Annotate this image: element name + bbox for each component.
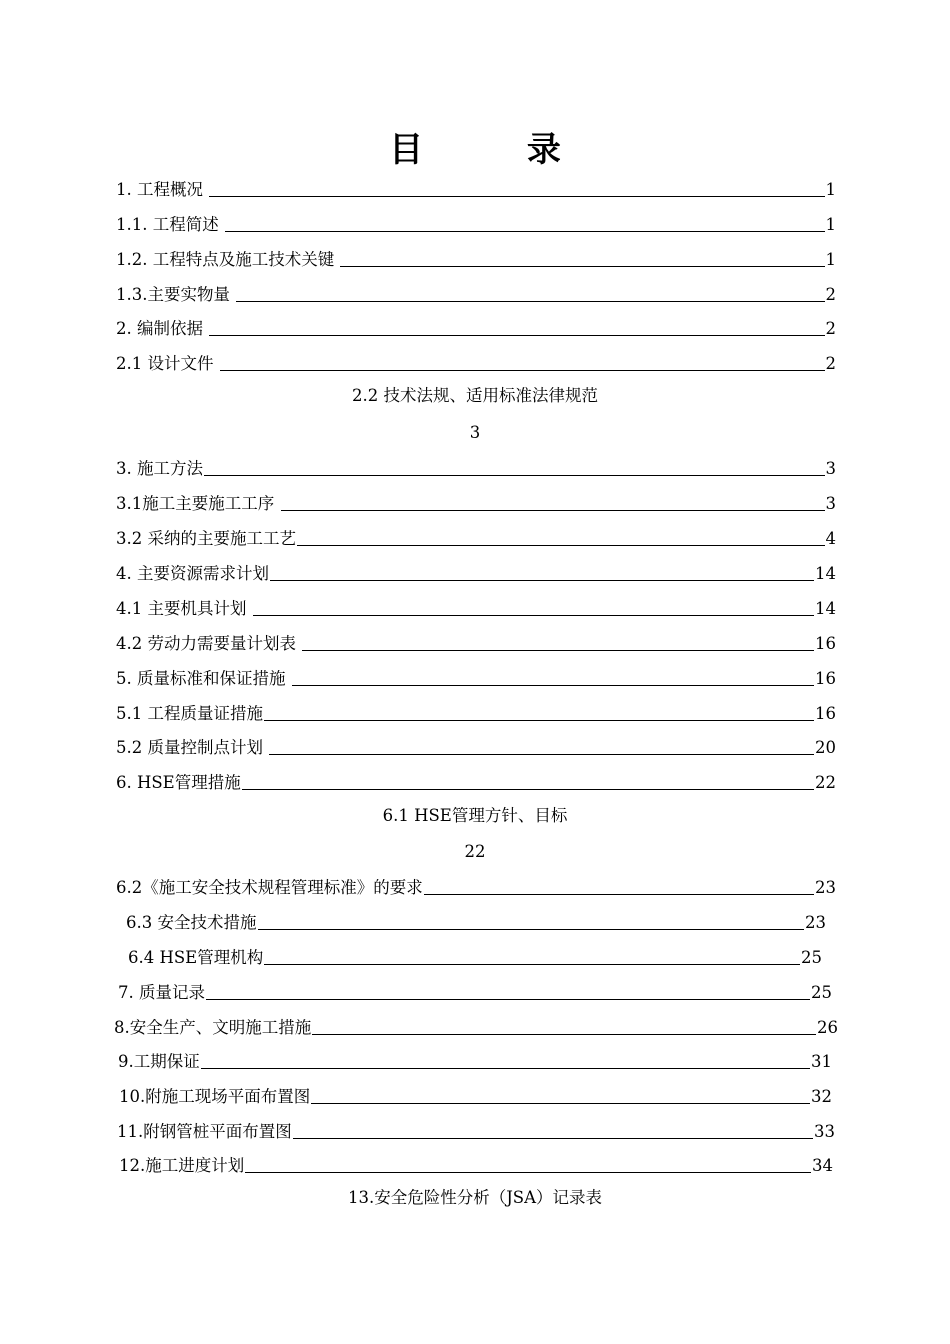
toc-entry-label: 6.4 HSE管理机构	[128, 948, 264, 967]
toc-entry-label: 1. 工程概况	[116, 180, 209, 199]
toc-entry-page: 3	[825, 494, 836, 513]
toc-entry[interactable]	[118, 1048, 832, 1072]
toc-entry-page: 20	[815, 738, 836, 757]
toc-entry-label: 9.工期保证	[118, 1052, 200, 1071]
leader-line	[253, 615, 814, 616]
leader-line	[297, 545, 825, 546]
toc-entry-label: 11.附钢管桩平面布置图	[117, 1122, 292, 1141]
leader-line	[340, 266, 824, 267]
toc-entry-page: 4	[825, 529, 836, 548]
toc-entry-page: 2	[825, 354, 836, 373]
toc-entry-page: 32	[811, 1087, 832, 1106]
leader-line	[264, 720, 814, 721]
leader-line	[206, 999, 810, 1000]
leader-line	[302, 650, 814, 651]
toc-entry-label: 1.3.主要实物量	[116, 285, 236, 304]
toc-entry-label: 6. HSE管理措施	[116, 773, 241, 792]
leader-line	[225, 231, 825, 232]
toc-entry-page: 1	[825, 250, 836, 269]
toc-entry[interactable]	[118, 979, 832, 1003]
leader-line	[312, 1034, 816, 1035]
leader-line	[270, 580, 814, 581]
toc-entry[interactable]	[116, 176, 836, 200]
toc-entry-label: 6.2《施工安全技术规程管理标准》的要求	[116, 878, 423, 897]
toc-entry-page: 2	[825, 285, 836, 304]
toc-entry-label: 10.附施工现场平面布置图	[119, 1087, 311, 1106]
toc-entry[interactable]	[119, 1152, 833, 1176]
leader-line	[293, 1138, 813, 1139]
leader-line	[204, 475, 825, 476]
toc-entry-label: 3. 施工方法	[116, 459, 203, 478]
leader-line	[245, 1172, 811, 1173]
toc-entry-label: 12.施工进度计划	[119, 1156, 245, 1175]
toc-entry[interactable]	[116, 490, 836, 514]
toc-entry-label: 5.1 工程质量证措施	[116, 704, 263, 723]
toc-entry-page: 3	[825, 459, 836, 478]
toc-entry[interactable]	[116, 455, 836, 479]
toc-entry[interactable]	[116, 211, 836, 235]
toc-entry[interactable]	[116, 769, 836, 793]
leader-line	[264, 964, 800, 965]
toc-entry[interactable]	[116, 525, 836, 549]
toc-entry-centered-label[interactable]: 6.1 HSE管理方针、目标	[382, 806, 568, 825]
toc-entry[interactable]	[116, 246, 836, 270]
toc-entry-label: 6.3 安全技术措施	[126, 913, 257, 932]
toc-entry-label: 2.1 设计文件	[116, 354, 219, 373]
toc-entry-page: 16	[815, 669, 836, 688]
leader-line	[281, 510, 825, 511]
toc-entry[interactable]	[116, 874, 836, 898]
toc-entry[interactable]	[116, 315, 836, 339]
toc-entry-label: 2. 编制依据	[116, 319, 209, 338]
toc-entry-page: 31	[811, 1052, 832, 1071]
toc-entry-page: 16	[815, 704, 836, 723]
toc-entry[interactable]	[116, 734, 836, 758]
page-title: 目 录	[389, 130, 607, 170]
toc-entry[interactable]	[116, 595, 836, 619]
toc-entry[interactable]	[119, 1083, 832, 1107]
toc-entry-centered-page: 3	[469, 423, 481, 442]
toc-entry-page: 23	[805, 913, 826, 932]
toc-entry-centered-label[interactable]: 2.2 技术法规、适用标准法律规范	[352, 386, 598, 405]
toc-entry[interactable]	[116, 700, 836, 724]
toc-entry[interactable]	[126, 909, 826, 933]
toc-entry-centered-label[interactable]: 13.安全危险性分析（JSA）记录表	[347, 1188, 603, 1207]
toc-entry[interactable]	[116, 630, 836, 654]
leader-line	[209, 196, 824, 197]
leader-line	[258, 929, 805, 930]
toc-entry-page: 2	[825, 319, 836, 338]
toc-entry[interactable]	[116, 560, 836, 584]
toc-entry[interactable]	[114, 1014, 838, 1038]
toc-entry-label: 1.1. 工程简述	[116, 215, 224, 234]
toc-entry-page: 25	[811, 983, 832, 1002]
toc-entry-label: 7. 质量记录	[118, 983, 205, 1002]
toc-entry-label: 8.安全生产、文明施工措施	[114, 1018, 312, 1037]
toc-entry-label: 5. 质量标准和保证措施	[116, 669, 291, 688]
leader-line	[209, 335, 824, 336]
toc-entry-page: 25	[801, 948, 822, 967]
toc-entry-page: 34	[812, 1156, 833, 1175]
toc-entry-label: 5.2 质量控制点计划	[116, 738, 269, 757]
toc-entry-page: 23	[815, 878, 836, 897]
toc-entry[interactable]	[116, 281, 836, 305]
leader-line	[292, 685, 814, 686]
leader-line	[220, 370, 825, 371]
toc-entry-label: 4.2 劳动力需要量计划表	[116, 634, 302, 653]
toc-entry-page: 1	[825, 215, 836, 234]
toc-entry-page: 16	[815, 634, 836, 653]
toc-entry-label: 3.2 采纳的主要施工工艺	[116, 529, 296, 548]
leader-line	[424, 894, 814, 895]
toc-entry-centered-page: 22	[464, 842, 486, 861]
toc-entry-page: 33	[814, 1122, 835, 1141]
toc-entry-label: 4.1 主要机具计划	[116, 599, 252, 618]
toc-entry-label: 1.2. 工程特点及施工技术关键	[116, 250, 340, 269]
toc-entry-page: 26	[817, 1018, 838, 1037]
toc-entry-page: 14	[815, 564, 836, 583]
toc-entry[interactable]	[116, 350, 836, 374]
leader-line	[269, 754, 814, 755]
toc-entry-page: 22	[815, 773, 836, 792]
leader-line	[236, 301, 824, 302]
toc-entry[interactable]	[117, 1118, 835, 1142]
toc-entry-label: 3.1施工主要施工工序	[116, 494, 280, 513]
toc-entry-page: 1	[825, 180, 836, 199]
toc-entry-label: 4. 主要资源需求计划	[116, 564, 269, 583]
toc-entry-page: 14	[815, 599, 836, 618]
leader-line	[242, 789, 814, 790]
toc-entry[interactable]	[128, 944, 822, 968]
toc-entry[interactable]	[116, 665, 836, 689]
leader-line	[311, 1103, 810, 1104]
leader-line	[201, 1068, 810, 1069]
